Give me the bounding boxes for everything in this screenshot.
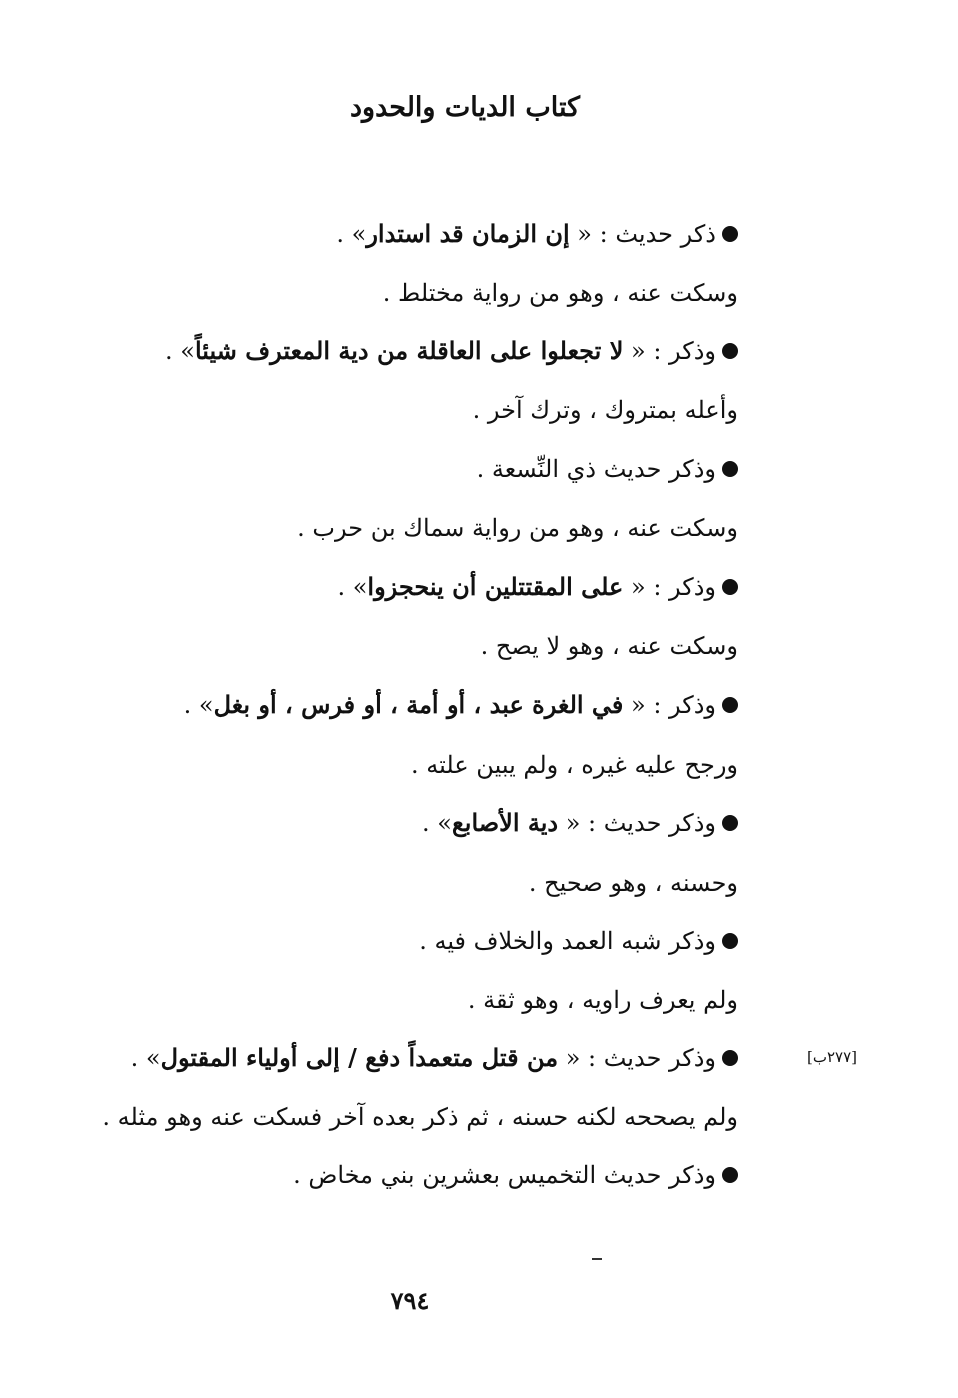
entry-comment-line: وحسنه ، وهو صحيح .: [528, 869, 738, 897]
hadith-quote: من قتل متعمداً دفع / إلى أولياء المقتول: [160, 1043, 559, 1072]
hadith-quote: على المقتتلين أن ينحجزوا: [367, 572, 624, 601]
entry-tail: » .: [336, 220, 367, 248]
entry-bullet-line: [38, 334, 738, 368]
entry-lead: وذكر : «: [623, 337, 716, 365]
entry-lead: وذكر حديث ذي النِّسعة .: [476, 455, 716, 483]
bullet-icon: [722, 933, 738, 949]
entry-comment-line: وأعله بمتروك ، وترك آخر .: [472, 396, 738, 424]
entry-tail: » .: [165, 337, 195, 365]
entry-tail: » .: [183, 691, 214, 719]
entry-comment-line: ولم يصححه لكنه حسنه ، ثم ذكر بعده آخر فسكت عنه وهو مثله .: [102, 1103, 738, 1131]
stray-ink-mark: [592, 1258, 602, 1260]
entry-bullet-line: [118, 1158, 738, 1192]
entry-comment-line: ورجح عليه غيره ، ولم يبين علته .: [411, 751, 738, 779]
page-number: ٧٩٤: [390, 1286, 430, 1315]
entry-bullet-line: [118, 217, 738, 251]
page-title: كتاب الديات والحدود: [350, 92, 580, 123]
entry-tail: » .: [337, 573, 368, 601]
bullet-icon: [722, 1167, 738, 1183]
entry-bullet-line: [118, 806, 738, 840]
bullet-icon: [722, 815, 738, 831]
bullet-icon: [722, 1050, 738, 1066]
bullet-icon: [722, 579, 738, 595]
entry-comment-line: وسكت عنه ، وهو لا يصح .: [480, 632, 738, 660]
entry-bullet-line: [118, 452, 738, 486]
bullet-icon: [722, 226, 738, 242]
hadith-quote: لا تجعلوا على العاقلة من دية المعترف شيئاً: [194, 336, 624, 365]
entry-comment-line: ولم يعرف راويه ، وهو ثقة .: [467, 986, 738, 1014]
entry-bullet-line: [38, 688, 738, 722]
entry-bullet-line: [38, 1041, 738, 1075]
folio-margin-note: [٢٧٧ب]: [806, 1048, 857, 1066]
bullet-icon: [722, 697, 738, 713]
entry-lead: وذكر شبه العمد والخلاف فيه .: [419, 927, 716, 955]
bullet-icon: [722, 343, 738, 359]
entry-lead: وذكر حديث التخميس بعشرين بني مخاض .: [293, 1161, 716, 1189]
entry-lead: وذكر حديث : «: [558, 1044, 716, 1072]
entry-lead: وذكر حديث : «: [558, 809, 716, 837]
entry-tail: » .: [422, 809, 452, 837]
entry-lead: وذكر : «: [623, 691, 716, 719]
hadith-quote: دية الأصابع: [451, 808, 559, 837]
entry-tail: » .: [130, 1044, 161, 1072]
hadith-quote: في الغرة عبد ، أو أمة ، أو فرس ، أو بغل: [213, 690, 624, 719]
entry-comment-line: وسكت عنه ، وهو من رواية مختلط .: [382, 279, 738, 307]
entry-lead: وذكر : «: [623, 573, 716, 601]
entry-comment-line: وسكت عنه ، وهو من رواية سماك بن حرب .: [297, 514, 738, 542]
entry-bullet-line: [118, 570, 738, 604]
entry-bullet-line: [118, 924, 738, 958]
hadith-quote: إن الزمان قد استدار: [366, 219, 570, 248]
bullet-icon: [722, 461, 738, 477]
entry-lead: ذكر حديث : «: [569, 220, 716, 248]
